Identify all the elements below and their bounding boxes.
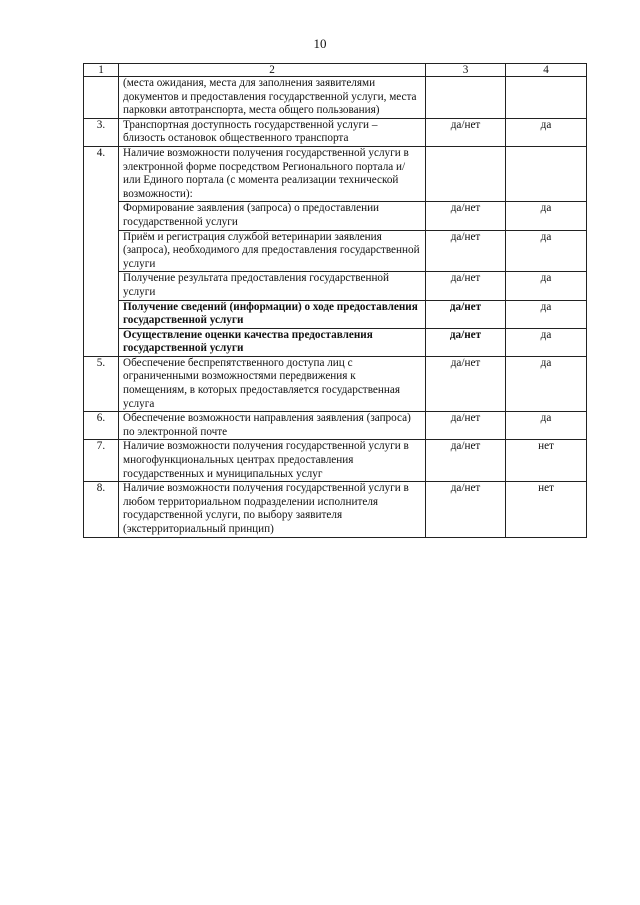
row-col3-value: да/нет <box>426 482 506 537</box>
row-text: Наличие возможности получения государственной услуги в многофункциональных центрах предоставления государственных и муниципальных услуг <box>119 440 426 482</box>
subrow-col3-value: да/нет <box>426 202 506 230</box>
subrow-text: Приём и регистрация службой ветеринарии заявления (запроса), необходимого для предоставления государственной услуги <box>119 230 426 272</box>
row-col4-value: да <box>506 356 587 411</box>
column-header-3: 3 <box>426 64 506 77</box>
row-number: 5. <box>84 356 119 411</box>
row-number: 3. <box>84 118 119 146</box>
subrow-col3-value: да/нет <box>426 230 506 272</box>
subrow-text: Осуществление оценки качества предоставления государственной услуги <box>119 328 426 356</box>
table-subrow <box>84 272 587 300</box>
value-cell <box>506 77 587 119</box>
row-col4-value: нет <box>506 440 587 482</box>
row-col4-value: да <box>506 412 587 440</box>
value-cell <box>426 146 506 201</box>
indicators-table <box>83 63 587 538</box>
row-text: Обеспечение беспрепятственного доступа лиц с ограниченными возможностями передвижения к помещениям, в которых предоставляется государственная услуга <box>119 356 426 411</box>
subrow-col3-value: да/нет <box>426 272 506 300</box>
subrow-col3-value: да/нет <box>426 300 506 328</box>
row-number: 4. <box>84 146 119 356</box>
table-row-5 <box>84 356 587 411</box>
row-text: Наличие возможности получения государственной услуги в любом территориальном подразделении исполнителя государственной услуги, по выбору заявителя (экстерриториальный принцип) <box>119 482 426 537</box>
row-col4-value: нет <box>506 482 587 537</box>
row-text: Наличие возможности получения государственной услуги в электронной форме посредством Регионального портала и/или Единого портала (с момента реализации технической возможности): <box>119 146 426 201</box>
subrow-col4-value: да <box>506 230 587 272</box>
table-row-6 <box>84 412 587 440</box>
table-row-8 <box>84 482 587 537</box>
subrow-col4-value: да <box>506 202 587 230</box>
column-header-2: 2 <box>119 64 426 77</box>
table-row-3 <box>84 118 587 146</box>
subrow-col4-value: да <box>506 272 587 300</box>
table-subrow <box>84 300 587 328</box>
row-col3-value: да/нет <box>426 440 506 482</box>
value-cell <box>506 146 587 201</box>
row-col4-value: да <box>506 118 587 146</box>
subrow-col4-value: да <box>506 300 587 328</box>
continuation-text: (места ожидания, места для заполнения заявителями документов и предоставления государственной услуги, места парковки автотранспорта, места общего пользования) <box>119 77 426 119</box>
table-header-row <box>84 64 587 77</box>
table-subrow <box>84 328 587 356</box>
subrow-text: Получение сведений (информации) о ходе предоставления государственной услуги <box>119 300 426 328</box>
table-subrow <box>84 230 587 272</box>
column-header-1: 1 <box>84 64 119 77</box>
table-row-continuation <box>84 77 587 119</box>
row-text: Транспортная доступность государственной услуги – близость остановок общественного транспорта <box>119 118 426 146</box>
column-header-4: 4 <box>506 64 587 77</box>
row-number: 6. <box>84 412 119 440</box>
value-cell <box>426 77 506 119</box>
row-text: Обеспечение возможности направления заявления (запроса) по электронной почте <box>119 412 426 440</box>
subrow-text: Получение результата предоставления государственной услуги <box>119 272 426 300</box>
subrow-col4-value: да <box>506 328 587 356</box>
page-number: 10 <box>313 36 327 51</box>
table-subrow <box>84 202 587 230</box>
table-row-4 <box>84 146 587 201</box>
row-col3-value: да/нет <box>426 412 506 440</box>
row-number: 8. <box>84 482 119 537</box>
subrow-col3-value: да/нет <box>426 328 506 356</box>
row-col3-value: да/нет <box>426 118 506 146</box>
subrow-text: Формирование заявления (запроса) о предоставлении государственной услуги <box>119 202 426 230</box>
row-col3-value: да/нет <box>426 356 506 411</box>
row-number: 7. <box>84 440 119 482</box>
row-number-cell <box>84 77 119 119</box>
table-row-7 <box>84 440 587 482</box>
